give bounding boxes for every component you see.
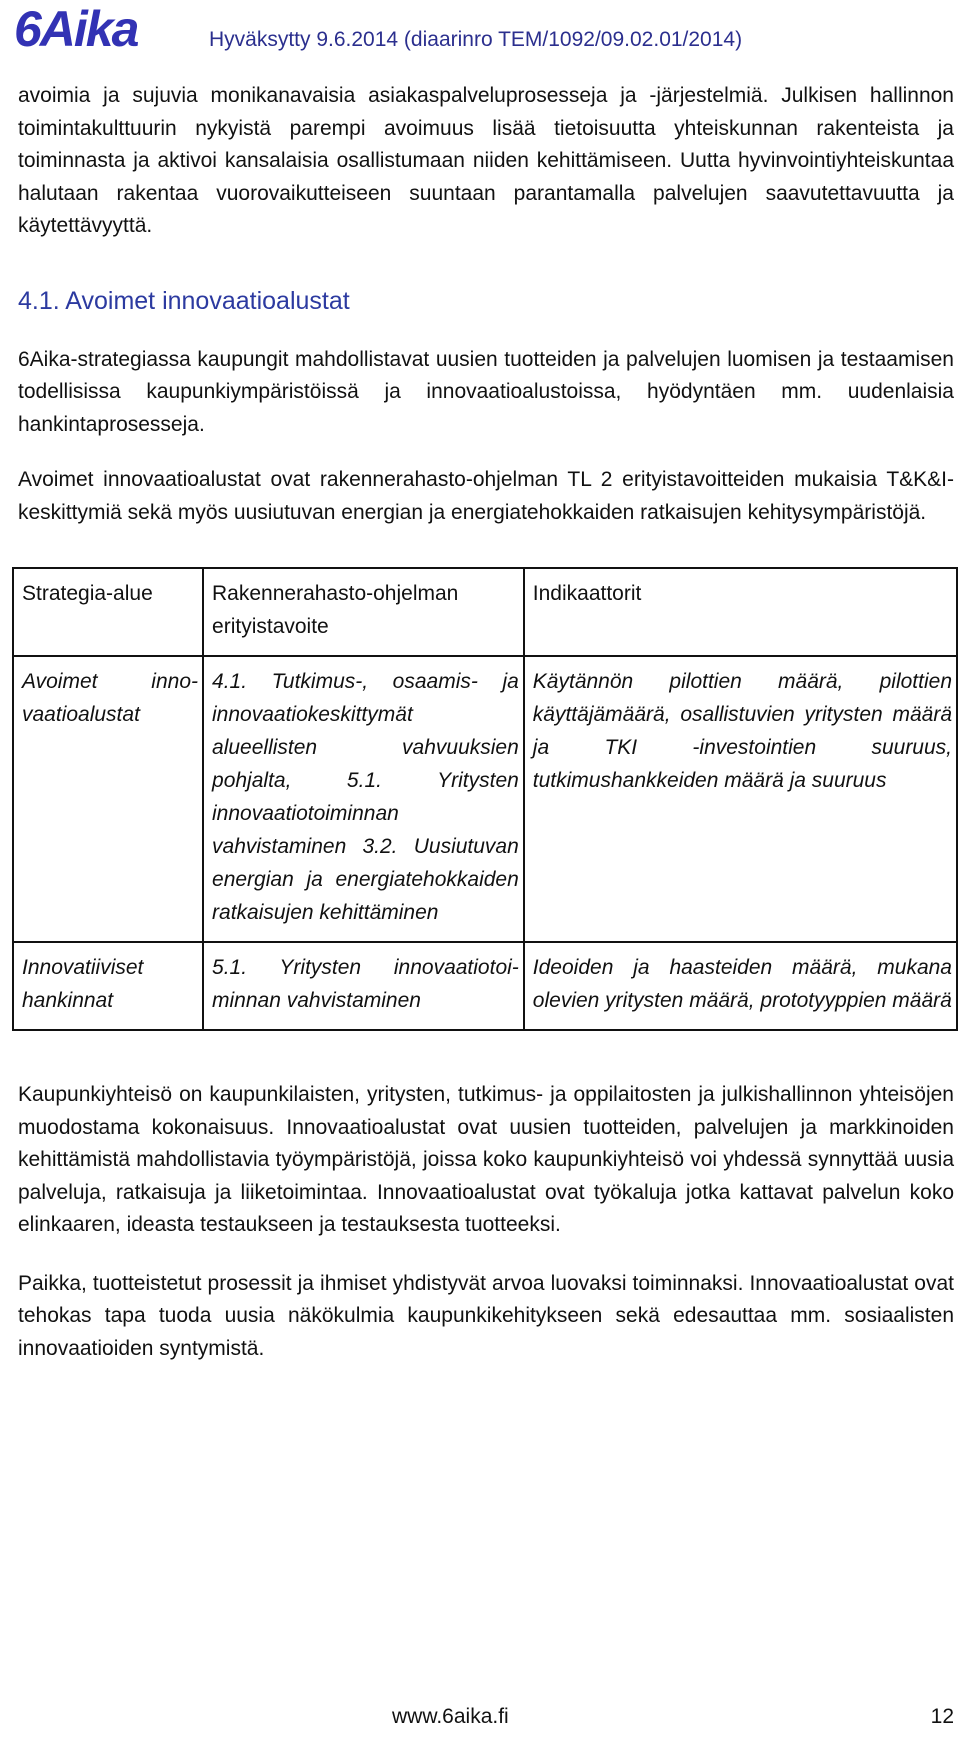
table-cell-area: Avoimet innovaatioalustat: [13, 656, 203, 942]
table-cell-indicators: Ideoiden ja haasteiden määrä, mukana olevien yritysten määrä, prototyyppien määrä: [524, 942, 957, 1030]
intro-paragraph: avoimia ja sujuvia monikanavaisia asiakaspalveluprosesseja ja -järjestelmiä. Julkisen hallinnon toimintakulttuurin nykyistä parempi avoimuus lisää tietoisuutta yhteiskunnan rakenteista ja toiminnasta ja aktivoi kansalaisia osallistumaan niiden kehittämiseen. Uutta hyvinvointiyhteiskuntaa halutaan rakentaa vuorovaikutteiseen suuntaan parantamalla palvelujen saavutettavuutta ja käytettävyyttä.: [18, 84, 954, 237]
section-heading: 4.1. Avoimet innovaatioalustat: [18, 286, 350, 315]
table-header-cell: Strategia-alue: [13, 568, 203, 656]
table-row: [13, 942, 957, 1030]
table-cell-objective: 4.1. Tutkimus-, osaamis- ja innovaatiokeskittymät alueellisten vahvuuksien pohjalta, 5.1. Yritysten innovaatiotoiminnan vahvistaminen 3.2. Uusiutuvan energian ja energiatehokkaiden ratkaisujen kehittäminen: [203, 656, 524, 942]
table-row: [13, 656, 957, 942]
document-body: [18, 80, 954, 1365]
table-header-row: [13, 568, 957, 656]
page-number: 12: [930, 1705, 954, 1728]
section-paragraph-2: Avoimet innovaatioalustat ovat rakennerahasto-ohjelman TL 2 erityistavoitteiden mukaisia T&K&I-keskittymiä sekä myös uusiutuvan energian ja energiatehokkaiden ratkaisujen kehitysympäristöjä.: [18, 468, 954, 524]
table-cell-objective: 5.1. Yritysten innovaatiotoiminnan vahvistaminen: [203, 942, 524, 1030]
section-paragraph-1: 6Aika-strategiassa kaupungit mahdollistavat uusien tuotteiden ja palvelujen luomisen ja testaamisen todellisissa kaupunkiympäristöissä ja innovaatioalustoissa, hyödyntäen mm. uudenlaisia hankintaprosesseja.: [18, 347, 954, 436]
closing-paragraph-1: Kaupunkiyhteisö on kaupunkilaisten, yritysten, tutkimus- ja oppilaitosten ja julkishallinnon yhteisöjen muodostama kokonaisuus. Innovaatioalustat ovat uusien tuotteiden, palvelujen ja markkinoiden kehittämistä mahdollistavia työympäristöjä, joissa koko kaupunkiyhteisö voi yhdessä synnyttää uusia palveluja, ratkaisuja ja liiketoimintaa. Innovaatioalustat ovat työkaluja jotka kattavat palvelun koko elinkaaren, ideasta testaukseen ja testauksesta tuotteeksi.: [18, 1083, 954, 1236]
table-header-cell: Indikaattorit: [524, 568, 957, 656]
table-cell-area: Innovatiiviset hankinnat: [13, 942, 203, 1030]
6aika-logo: 6Aika: [14, 1, 138, 57]
table-header-cell: Rakennerahasto-ohjelman erityistavoite: [203, 568, 524, 656]
strategy-table: [12, 567, 958, 1031]
footer-website-link[interactable]: www.6aika.fi: [392, 1705, 509, 1728]
page-header: [14, 1, 954, 57]
closing-paragraph-2: Paikka, tuotteistetut prosessit ja ihmiset yhdistyvät arvoa luovaksi toiminnaksi. Innovaatioalustat ovat tehokas tapa tuoda uusia näkökulmia kaupunkikehitykseen sekä edesauttaa mm. sosiaalisten innovaatioiden syntymistä.: [18, 1271, 954, 1360]
table-cell-indicators: Käytännön pilottien määrä, pilottien käyttäjämäärä, osallistuvien yritysten määrä ja TKI -investointien suuruus, tutkimushankkeiden määrä ja suuruus: [524, 656, 957, 942]
approval-note: Hyväksytty 9.6.2014 (diaarinro TEM/1092/09.02.01/2014): [209, 28, 743, 51]
